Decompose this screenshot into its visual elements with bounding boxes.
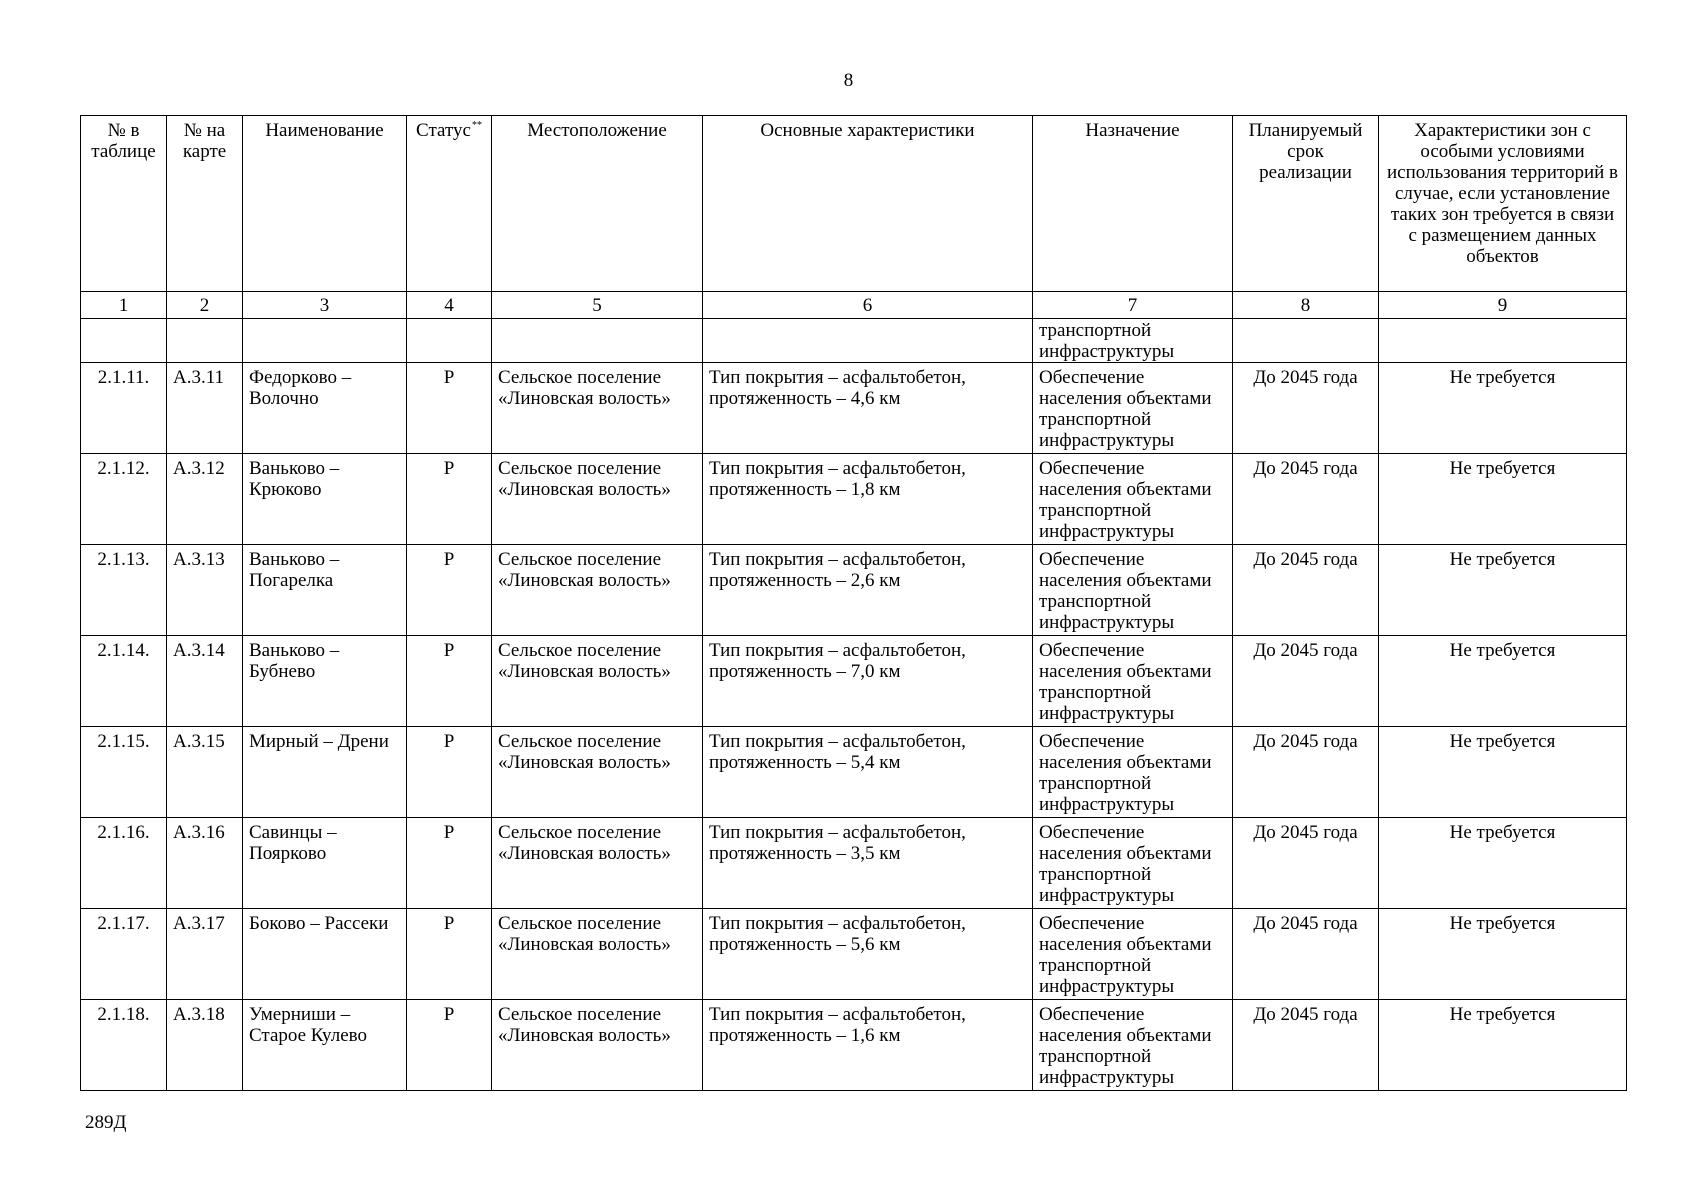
table-cell bbox=[243, 319, 407, 363]
special-zones: Не требуется bbox=[1379, 545, 1627, 636]
row-number: 2.1.12. bbox=[81, 454, 167, 545]
object-characteristics: Тип покрытия – асфальтобетон, протяженность – 4,6 км bbox=[703, 363, 1033, 454]
continuation-purpose: транспортной инфраструктуры bbox=[1033, 319, 1233, 363]
map-number: А.3.13 bbox=[167, 545, 243, 636]
object-purpose: Обеспечение населения объектами транспортной инфраструктуры bbox=[1033, 636, 1233, 727]
object-location: Сельское поселение «Линовская волость» bbox=[492, 909, 703, 1000]
row-number: 2.1.14. bbox=[81, 636, 167, 727]
object-characteristics: Тип покрытия – асфальтобетон, протяженность – 1,6 км bbox=[703, 1000, 1033, 1091]
row-number: 2.1.11. bbox=[81, 363, 167, 454]
header-location: Местоположение bbox=[492, 116, 703, 292]
table-cell bbox=[81, 319, 167, 363]
object-name: Умерниши – Старое Кулево bbox=[243, 1000, 407, 1091]
object-location: Сельское поселение «Линовская волость» bbox=[492, 818, 703, 909]
column-number: 6 bbox=[703, 292, 1033, 319]
objects-table bbox=[80, 115, 1627, 1091]
table-cell bbox=[407, 319, 492, 363]
object-name: Федорково – Волочно bbox=[243, 363, 407, 454]
table-cell bbox=[1233, 319, 1379, 363]
object-purpose: Обеспечение населения объектами транспортной инфраструктуры bbox=[1033, 454, 1233, 545]
object-status: Р bbox=[407, 363, 492, 454]
implementation-term: До 2045 года bbox=[1233, 454, 1379, 545]
table-row bbox=[81, 454, 1627, 545]
object-status: Р bbox=[407, 545, 492, 636]
column-number: 9 bbox=[1379, 292, 1627, 319]
object-name: Ваньково – Крюково bbox=[243, 454, 407, 545]
table-row bbox=[81, 1000, 1627, 1091]
object-characteristics: Тип покрытия – асфальтобетон, протяженность – 5,6 км bbox=[703, 909, 1033, 1000]
header-name: Наименование bbox=[243, 116, 407, 292]
implementation-term: До 2045 года bbox=[1233, 363, 1379, 454]
row-number: 2.1.15. bbox=[81, 727, 167, 818]
implementation-term: До 2045 года bbox=[1233, 727, 1379, 818]
map-number: А.3.11 bbox=[167, 363, 243, 454]
object-name: Боково – Рассеки bbox=[243, 909, 407, 1000]
table-row bbox=[81, 818, 1627, 909]
object-name: Ваньково – Погарелка bbox=[243, 545, 407, 636]
object-status: Р bbox=[407, 727, 492, 818]
column-number: 8 bbox=[1233, 292, 1379, 319]
object-characteristics: Тип покрытия – асфальтобетон, протяженность – 3,5 км bbox=[703, 818, 1033, 909]
object-status: Р bbox=[407, 909, 492, 1000]
header-purpose: Назначение bbox=[1033, 116, 1233, 292]
column-number: 1 bbox=[81, 292, 167, 319]
map-number: А.3.15 bbox=[167, 727, 243, 818]
row-number: 2.1.16. bbox=[81, 818, 167, 909]
header-status bbox=[407, 116, 492, 292]
object-characteristics: Тип покрытия – асфальтобетон, протяженность – 2,6 км bbox=[703, 545, 1033, 636]
row-number: 2.1.18. bbox=[81, 1000, 167, 1091]
special-zones: Не требуется bbox=[1379, 636, 1627, 727]
implementation-term: До 2045 года bbox=[1233, 545, 1379, 636]
special-zones: Не требуется bbox=[1379, 1000, 1627, 1091]
row-number: 2.1.13. bbox=[81, 545, 167, 636]
object-location: Сельское поселение «Линовская волость» bbox=[492, 454, 703, 545]
object-status: Р bbox=[407, 1000, 492, 1091]
header-row bbox=[81, 116, 1627, 292]
object-status: Р bbox=[407, 818, 492, 909]
object-purpose: Обеспечение населения объектами транспортной инфраструктуры bbox=[1033, 727, 1233, 818]
row-number: 2.1.17. bbox=[81, 909, 167, 1000]
object-location: Сельское поселение «Линовская волость» bbox=[492, 545, 703, 636]
object-name: Ваньково – Бубнево bbox=[243, 636, 407, 727]
special-zones: Не требуется bbox=[1379, 727, 1627, 818]
header-term: Планируемый срок реализации bbox=[1233, 116, 1379, 292]
column-number: 3 bbox=[243, 292, 407, 319]
table-cell bbox=[1379, 319, 1627, 363]
map-number: А.3.14 bbox=[167, 636, 243, 727]
table-cell bbox=[703, 319, 1033, 363]
object-location: Сельское поселение «Линовская волость» bbox=[492, 363, 703, 454]
object-characteristics: Тип покрытия – асфальтобетон, протяженность – 1,8 км bbox=[703, 454, 1033, 545]
special-zones: Не требуется bbox=[1379, 454, 1627, 545]
map-number: А.3.16 bbox=[167, 818, 243, 909]
object-purpose: Обеспечение населения объектами транспортной инфраструктуры bbox=[1033, 363, 1233, 454]
special-zones: Не требуется bbox=[1379, 909, 1627, 1000]
object-status: Р bbox=[407, 454, 492, 545]
document-code: 289Д bbox=[85, 1112, 127, 1133]
object-characteristics: Тип покрытия – асфальтобетон, протяженность – 7,0 км bbox=[703, 636, 1033, 727]
column-number: 7 bbox=[1033, 292, 1233, 319]
object-name: Мирный – Дрени bbox=[243, 727, 407, 818]
object-location: Сельское поселение «Линовская волость» bbox=[492, 1000, 703, 1091]
status-footnote-mark: ** bbox=[471, 120, 482, 131]
object-name: Савинцы – Поярково bbox=[243, 818, 407, 909]
header-table-number: № в таблице bbox=[81, 116, 167, 292]
column-number: 2 bbox=[167, 292, 243, 319]
map-number: А.3.17 bbox=[167, 909, 243, 1000]
object-location: Сельское поселение «Линовская волость» bbox=[492, 636, 703, 727]
map-number: А.3.18 bbox=[167, 1000, 243, 1091]
page-number: 8 bbox=[843, 70, 854, 91]
table-cell bbox=[167, 319, 243, 363]
implementation-term: До 2045 года bbox=[1233, 909, 1379, 1000]
table-row bbox=[81, 545, 1627, 636]
table-cell bbox=[492, 319, 703, 363]
header-zones: Характеристики зон с особыми условиями использования территорий в случае, если установление таких зон требуется в связи с размещением данных объектов bbox=[1379, 116, 1627, 292]
map-number: А.3.12 bbox=[167, 454, 243, 545]
implementation-term: До 2045 года bbox=[1233, 1000, 1379, 1091]
object-status: Р bbox=[407, 636, 492, 727]
header-characteristics: Основные характеристики bbox=[703, 116, 1033, 292]
table-row bbox=[81, 363, 1627, 454]
implementation-term: До 2045 года bbox=[1233, 636, 1379, 727]
object-location: Сельское поселение «Линовская волость» bbox=[492, 727, 703, 818]
table-row bbox=[81, 727, 1627, 818]
object-purpose: Обеспечение населения объектами транспортной инфраструктуры bbox=[1033, 1000, 1233, 1091]
column-number: 4 bbox=[407, 292, 492, 319]
continuation-row bbox=[81, 319, 1627, 363]
header-status-label: Статус bbox=[416, 120, 471, 141]
object-characteristics: Тип покрытия – асфальтобетон, протяженность – 5,4 км bbox=[703, 727, 1033, 818]
column-number: 5 bbox=[492, 292, 703, 319]
column-number-row bbox=[81, 292, 1627, 319]
implementation-term: До 2045 года bbox=[1233, 818, 1379, 909]
object-purpose: Обеспечение населения объектами транспортной инфраструктуры bbox=[1033, 545, 1233, 636]
object-purpose: Обеспечение населения объектами транспортной инфраструктуры bbox=[1033, 909, 1233, 1000]
special-zones: Не требуется bbox=[1379, 818, 1627, 909]
table-row bbox=[81, 909, 1627, 1000]
special-zones: Не требуется bbox=[1379, 363, 1627, 454]
header-map-number: № на карте bbox=[167, 116, 243, 292]
object-purpose: Обеспечение населения объектами транспортной инфраструктуры bbox=[1033, 818, 1233, 909]
table-row bbox=[81, 636, 1627, 727]
